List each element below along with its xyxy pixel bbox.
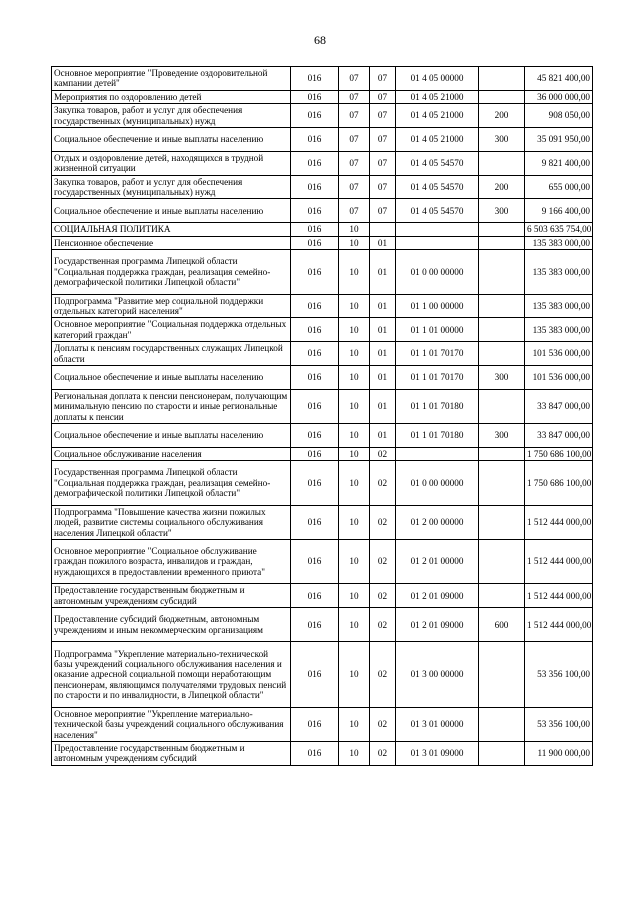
cell-amount: 135 383 000,00 xyxy=(525,318,593,342)
table-row xyxy=(52,342,593,366)
cell-subsection-code: 07 xyxy=(370,175,396,199)
cell-target-article: 01 0 00 00000 xyxy=(396,249,479,294)
cell-section-code: 07 xyxy=(339,127,370,151)
cell-section-code: 10 xyxy=(339,318,370,342)
cell-expense-type xyxy=(479,461,525,506)
cell-expense-type xyxy=(479,151,525,175)
cell-expense-type xyxy=(479,236,525,249)
cell-ministry-code: 016 xyxy=(291,318,339,342)
cell-amount: 36 000 000,00 xyxy=(525,90,593,103)
cell-amount: 11 900 000,00 xyxy=(525,742,593,766)
cell-target-article: 01 4 05 54570 xyxy=(396,151,479,175)
cell-name: Социальное обеспечение и иные выплаты населению xyxy=(52,423,291,447)
cell-ministry-code: 016 xyxy=(291,199,339,223)
cell-name: Государственная программа Липецкой области "Социальная поддержка граждан, реализация семейно-демографической политики Липецкой области" xyxy=(52,461,291,506)
cell-amount: 45 821 400,00 xyxy=(525,67,593,91)
cell-amount: 1 512 444 000,00 xyxy=(525,505,593,539)
table-row xyxy=(52,423,593,447)
cell-ministry-code: 016 xyxy=(291,742,339,766)
cell-section-code: 10 xyxy=(339,447,370,460)
cell-section-code: 10 xyxy=(339,342,370,366)
table-row xyxy=(52,151,593,175)
cell-ministry-code: 016 xyxy=(291,365,339,389)
cell-subsection-code xyxy=(370,223,396,236)
cell-target-article: 01 4 05 00000 xyxy=(396,67,479,91)
cell-subsection-code: 07 xyxy=(370,199,396,223)
cell-expense-type: 200 xyxy=(479,104,525,128)
cell-subsection-code: 02 xyxy=(370,584,396,608)
cell-amount: 6 503 635 754,00 xyxy=(525,223,593,236)
cell-expense-type: 200 xyxy=(479,175,525,199)
cell-section-code: 10 xyxy=(339,584,370,608)
cell-subsection-code: 02 xyxy=(370,742,396,766)
cell-expense-type xyxy=(479,249,525,294)
table-row xyxy=(52,642,593,707)
cell-section-code: 10 xyxy=(339,505,370,539)
cell-section-code: 10 xyxy=(339,423,370,447)
cell-subsection-code: 01 xyxy=(370,249,396,294)
cell-target-article: 01 4 05 54570 xyxy=(396,199,479,223)
cell-ministry-code: 016 xyxy=(291,608,339,642)
cell-section-code: 07 xyxy=(339,90,370,103)
cell-section-code: 10 xyxy=(339,742,370,766)
table-row xyxy=(52,505,593,539)
cell-ministry-code: 016 xyxy=(291,447,339,460)
cell-ministry-code: 016 xyxy=(291,127,339,151)
cell-expense-type xyxy=(479,389,525,423)
table-row xyxy=(52,236,593,249)
cell-amount: 35 091 950,00 xyxy=(525,127,593,151)
cell-amount: 1 512 444 000,00 xyxy=(525,584,593,608)
cell-expense-type: 300 xyxy=(479,199,525,223)
cell-ministry-code: 016 xyxy=(291,294,339,318)
cell-amount: 1 750 686 100,00 xyxy=(525,461,593,506)
cell-name: Социальное обеспечение и иные выплаты населению xyxy=(52,127,291,151)
cell-target-article: 01 3 00 00000 xyxy=(396,642,479,707)
cell-subsection-code: 02 xyxy=(370,447,396,460)
cell-target-article: 01 1 00 00000 xyxy=(396,294,479,318)
cell-subsection-code: 07 xyxy=(370,67,396,91)
cell-ministry-code: 016 xyxy=(291,423,339,447)
cell-subsection-code: 01 xyxy=(370,365,396,389)
cell-name: Подпрограмма "Укрепление материально-технической базы учреждений социального обслуживания населения и оказание адресной социальной помощи неработающим пенсионерам, являющимся получателями трудовых пенсий по старости и по инвалидности, в Липецкой области" xyxy=(52,642,291,707)
cell-target-article: 01 3 01 09000 xyxy=(396,742,479,766)
table-row xyxy=(52,175,593,199)
cell-expense-type: 300 xyxy=(479,365,525,389)
cell-target-article xyxy=(396,236,479,249)
cell-subsection-code: 02 xyxy=(370,642,396,707)
cell-expense-type xyxy=(479,742,525,766)
cell-subsection-code: 02 xyxy=(370,707,396,741)
cell-target-article: 01 4 05 54570 xyxy=(396,175,479,199)
cell-target-article: 01 1 01 70170 xyxy=(396,365,479,389)
cell-section-code: 10 xyxy=(339,389,370,423)
cell-name: Подпрограмма "Развитие мер социальной поддержки отдельных категорий населения" xyxy=(52,294,291,318)
cell-expense-type xyxy=(479,505,525,539)
cell-expense-type: 300 xyxy=(479,127,525,151)
cell-expense-type xyxy=(479,67,525,91)
cell-expense-type xyxy=(479,584,525,608)
cell-expense-type: 300 xyxy=(479,423,525,447)
cell-name: Основное мероприятие "Социальное обслуживание граждан пожилого возраста, инвалидов и граждан, нуждающихся в предоставлении временного приюта" xyxy=(52,539,291,584)
cell-amount: 1 512 444 000,00 xyxy=(525,608,593,642)
cell-ministry-code: 016 xyxy=(291,236,339,249)
cell-section-code: 07 xyxy=(339,175,370,199)
cell-amount: 101 536 000,00 xyxy=(525,365,593,389)
cell-target-article: 01 4 05 21000 xyxy=(396,127,479,151)
table-row xyxy=(52,104,593,128)
table-row xyxy=(52,461,593,506)
table-row xyxy=(52,127,593,151)
cell-name: Пенсионное обеспечение xyxy=(52,236,291,249)
cell-target-article: 01 4 05 21000 xyxy=(396,90,479,103)
cell-expense-type xyxy=(479,223,525,236)
cell-name: Отдых и оздоровление детей, находящихся в трудной жизненной ситуации xyxy=(52,151,291,175)
cell-name: Закупка товаров, работ и услуг для обеспечения государственных (муниципальных) нужд xyxy=(52,104,291,128)
cell-ministry-code: 016 xyxy=(291,342,339,366)
cell-subsection-code: 02 xyxy=(370,505,396,539)
cell-ministry-code: 016 xyxy=(291,584,339,608)
cell-name: Социальное обеспечение и иные выплаты населению xyxy=(52,199,291,223)
cell-name: Подпрограмма "Повышение качества жизни пожилых людей, развитие системы социального обслуживания населения Липецкой области" xyxy=(52,505,291,539)
cell-ministry-code: 016 xyxy=(291,90,339,103)
cell-target-article: 01 2 00 00000 xyxy=(396,505,479,539)
table-row xyxy=(52,365,593,389)
table-row xyxy=(52,707,593,741)
cell-name: СОЦИАЛЬНАЯ ПОЛИТИКА xyxy=(52,223,291,236)
cell-ministry-code: 016 xyxy=(291,175,339,199)
cell-name: Предоставление субсидий бюджетным, автономным учреждениям и иным некоммерческим организациям xyxy=(52,608,291,642)
cell-subsection-code: 01 xyxy=(370,294,396,318)
table-row xyxy=(52,223,593,236)
cell-name: Государственная программа Липецкой области "Социальная поддержка граждан, реализация семейно-демографической политики Липецкой области" xyxy=(52,249,291,294)
table-row xyxy=(52,608,593,642)
cell-section-code: 10 xyxy=(339,223,370,236)
page-number: 68 xyxy=(314,33,326,47)
cell-target-article: 01 1 01 70180 xyxy=(396,389,479,423)
table-row xyxy=(52,447,593,460)
table-row xyxy=(52,294,593,318)
cell-target-article: 01 1 01 70170 xyxy=(396,342,479,366)
cell-ministry-code: 016 xyxy=(291,505,339,539)
cell-subsection-code: 01 xyxy=(370,236,396,249)
cell-amount: 135 383 000,00 xyxy=(525,249,593,294)
cell-amount: 908 050,00 xyxy=(525,104,593,128)
table-row xyxy=(52,199,593,223)
cell-expense-type xyxy=(479,318,525,342)
cell-name: Мероприятия по оздоровлению детей xyxy=(52,90,291,103)
cell-amount: 135 383 000,00 xyxy=(525,236,593,249)
cell-target-article xyxy=(396,447,479,460)
cell-section-code: 07 xyxy=(339,104,370,128)
cell-target-article: 01 2 01 09000 xyxy=(396,608,479,642)
cell-subsection-code: 02 xyxy=(370,461,396,506)
cell-target-article xyxy=(396,223,479,236)
cell-expense-type xyxy=(479,90,525,103)
cell-amount: 33 847 000,00 xyxy=(525,423,593,447)
cell-ministry-code: 016 xyxy=(291,151,339,175)
cell-target-article: 01 2 01 00000 xyxy=(396,539,479,584)
cell-section-code: 10 xyxy=(339,249,370,294)
cell-subsection-code: 02 xyxy=(370,608,396,642)
cell-ministry-code: 016 xyxy=(291,707,339,741)
cell-section-code: 10 xyxy=(339,608,370,642)
cell-amount: 53 356 100,00 xyxy=(525,707,593,741)
table-row xyxy=(52,539,593,584)
cell-name: Основное мероприятие "Укрепление материально-технической базы учреждений социального обслуживания населения" xyxy=(52,707,291,741)
cell-expense-type xyxy=(479,707,525,741)
table-row xyxy=(52,90,593,103)
table-row xyxy=(52,318,593,342)
cell-ministry-code: 016 xyxy=(291,461,339,506)
cell-expense-type xyxy=(479,539,525,584)
cell-name: Региональная доплата к пенсии пенсионерам, получающим минимальную пенсию по старости и иные региональные доплаты к пенсии xyxy=(52,389,291,423)
cell-amount: 9 166 400,00 xyxy=(525,199,593,223)
cell-subsection-code: 01 xyxy=(370,342,396,366)
cell-subsection-code: 01 xyxy=(370,318,396,342)
cell-name: Основное мероприятие "Социальная поддержка отдельных категорий граждан" xyxy=(52,318,291,342)
cell-section-code: 07 xyxy=(339,67,370,91)
cell-subsection-code: 07 xyxy=(370,151,396,175)
cell-ministry-code: 016 xyxy=(291,642,339,707)
cell-section-code: 10 xyxy=(339,642,370,707)
cell-subsection-code: 07 xyxy=(370,127,396,151)
cell-section-code: 10 xyxy=(339,539,370,584)
cell-name: Доплаты к пенсиям государственных служащих Липецкой области xyxy=(52,342,291,366)
cell-section-code: 07 xyxy=(339,199,370,223)
table-row xyxy=(52,742,593,766)
cell-target-article: 01 1 01 00000 xyxy=(396,318,479,342)
cell-target-article: 01 4 05 21000 xyxy=(396,104,479,128)
cell-subsection-code: 07 xyxy=(370,90,396,103)
cell-name: Социальное обеспечение и иные выплаты населению xyxy=(52,365,291,389)
cell-name: Социальное обслуживание населения xyxy=(52,447,291,460)
cell-amount: 101 536 000,00 xyxy=(525,342,593,366)
cell-amount: 1 512 444 000,00 xyxy=(525,539,593,584)
cell-ministry-code: 016 xyxy=(291,249,339,294)
cell-ministry-code: 016 xyxy=(291,223,339,236)
cell-expense-type xyxy=(479,642,525,707)
table-row xyxy=(52,584,593,608)
cell-ministry-code: 016 xyxy=(291,539,339,584)
cell-subsection-code: 07 xyxy=(370,104,396,128)
table-row xyxy=(52,249,593,294)
cell-expense-type xyxy=(479,294,525,318)
cell-target-article: 01 0 00 00000 xyxy=(396,461,479,506)
cell-expense-type xyxy=(479,342,525,366)
cell-ministry-code: 016 xyxy=(291,389,339,423)
cell-name: Закупка товаров, работ и услуг для обеспечения государственных (муниципальных) нужд xyxy=(52,175,291,199)
cell-subsection-code: 02 xyxy=(370,539,396,584)
cell-ministry-code: 016 xyxy=(291,67,339,91)
cell-section-code: 10 xyxy=(339,294,370,318)
cell-section-code: 10 xyxy=(339,461,370,506)
cell-expense-type: 600 xyxy=(479,608,525,642)
cell-amount: 33 847 000,00 xyxy=(525,389,593,423)
cell-expense-type xyxy=(479,447,525,460)
cell-subsection-code: 01 xyxy=(370,423,396,447)
table-row xyxy=(52,389,593,423)
cell-amount: 1 750 686 100,00 xyxy=(525,447,593,460)
cell-section-code: 07 xyxy=(339,151,370,175)
cell-amount: 9 821 400,00 xyxy=(525,151,593,175)
cell-amount: 655 000,00 xyxy=(525,175,593,199)
cell-amount: 135 383 000,00 xyxy=(525,294,593,318)
table-row xyxy=(52,67,593,91)
cell-target-article: 01 1 01 70180 xyxy=(396,423,479,447)
cell-subsection-code: 01 xyxy=(370,389,396,423)
cell-name: Основное мероприятие "Проведение оздоровительной кампании детей" xyxy=(52,67,291,91)
cell-ministry-code: 016 xyxy=(291,104,339,128)
cell-target-article: 01 2 01 09000 xyxy=(396,584,479,608)
cell-amount: 53 356 100,00 xyxy=(525,642,593,707)
cell-target-article: 01 3 01 00000 xyxy=(396,707,479,741)
cell-section-code: 10 xyxy=(339,236,370,249)
cell-name: Предоставление государственным бюджетным и автономным учреждениям субсидий xyxy=(52,584,291,608)
cell-section-code: 10 xyxy=(339,707,370,741)
cell-name: Предоставление государственным бюджетным и автономным учреждениям субсидий xyxy=(52,742,291,766)
cell-section-code: 10 xyxy=(339,365,370,389)
budget-table xyxy=(51,66,593,766)
